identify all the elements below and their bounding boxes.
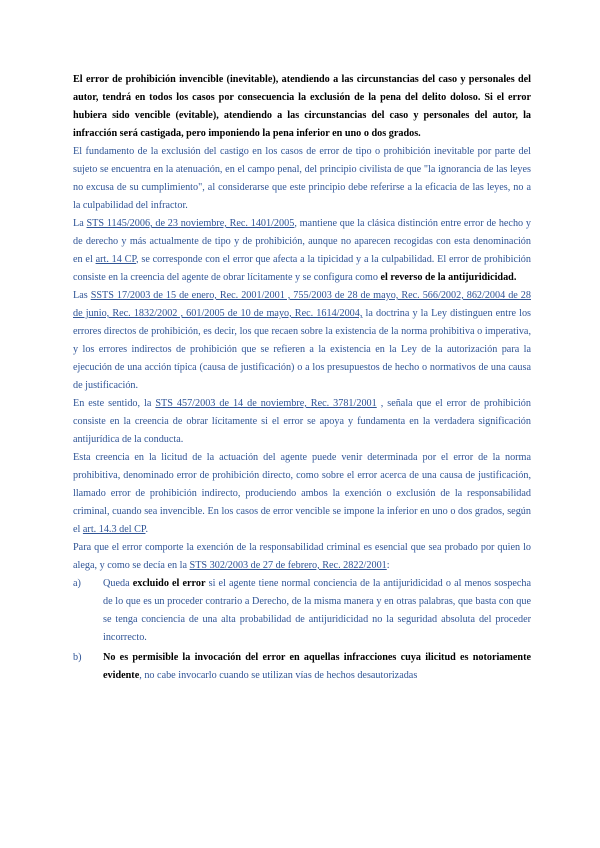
citation-link-sts-302[interactable]: STS 302/2003 de 27 de febrero, Rec. 2822/2001 [189,560,387,571]
text-run: la doctrina y la Ley distinguen entre los errores directos de prohibición, es decir, los que recaen sobre la existencia de la norma prohibitiva o imperativa, y los errores indirectos de prohibición que se refieren a la existencia en la Ley de la autorización para la ejecución de una acción típica (causa de justificación) o a los presupuestos de hecho o normativos de una causa de justificación. [73,308,531,391]
paragraph-para-que [73,539,531,575]
text-run: Esta creencia en la licitud de la actuación del agente puede venir determinada por el error de la norma prohibitiva, denominado error de prohibición directo, como sobre el error acerca de una causa de justificación, llamado error de prohibición indirecto, produciendo ambos la exención o exclusión de la responsabilidad criminal, cuando sea invencible. En los casos de error vencible se impone la inferior en uno o dos grados, según el [73,452,531,535]
list-item [73,575,531,647]
list-marker: a) [73,578,81,589]
text-run: , se corresponde con el error que afecta a la tipicidad y a la culpabilidad. El error de prohibición consiste en la creencia del agente de obrar lícitamente y se configura como [73,254,531,283]
text-run: Para que el error comporte la exención de la responsabilidad criminal es esencial que sea probado por quien lo alega, y como se decía en la [73,542,531,571]
text-run: , no cabe invocarlo cuando se utilizan vías de hechos desautorizadas [139,670,418,681]
paragraph-sts-457 [73,395,531,449]
paragraph-ssts [73,287,531,395]
text-run: , mantiene que la clásica distinción entre error de hecho y de derecho y más actualmente de tipo y de prohibición, aunque no aparecen recogidas con esta denominación en el [73,218,532,265]
heading-paragraph: El error de prohibición invencible (inevitable), atendiendo a las circunstancias del caso y personales del autor, tendrá en todos los casos por consecuencia la exclusión de la pena del delito doloso. Si el error hubiera sido vencible (evitable), atendiendo a las circunstancias del caso y personales del autor, la infracción será castigada, pero imponiendo la pena inferior en uno o dos grados. [73,74,531,139]
text-run: si el agente tiene normal conciencia de la antijuridicidad o al menos sospecha de lo que es un proceder contrario a Derecho, de la misma manera y en otras palabras, que basta con que se tenga conciencia de una alta probabilidad de antijuridicidad no la seguridad absoluta del proceder incorrecto. [103,578,532,643]
citation-link-ssts[interactable]: SSTS 17/2003 de 15 de enero, Rec. 2001/2001 , 755/2003 de 28 de mayo, Rec. 566/2002, 862/2004 de 28 de junio, Rec. 1832/2002 , 601/2005 de 10 de mayo, Rec. 1614/2004, [73,290,531,319]
paragraph-sts-1145 [73,215,531,287]
list-item-lead: No es permisible la invocación del error en aquellas infracciones cuya ilicitud es notoriamente evidente [103,652,531,681]
citation-link-art-14-3[interactable]: art. 14.3 del CP [82,524,146,535]
text-run: , señala que el error de prohibición consiste en la creencia de obrar lícitamente si el error se apoya y fundamenta en la verdadera significación antijurídica de la conducta. [73,398,531,445]
citation-link-sts-1145[interactable]: STS 1145/2006, de 23 noviembre, Rec. 1401/2005 [86,218,295,229]
text-run: La [73,218,87,229]
paragraph-fundamento: El fundamento de la exclusión del castigo en los casos de error de tipo o prohibición inevitable por parte del sujeto se encuentra en la atenuación, en el campo penal, del principio civilista de que "la ignorancia de las leyes no excusa de su cumplimiento", al considerarse que este principio debe referirse a la eficacia de las leyes, no a la culpabilidad del infractor. [73,146,531,211]
text-run: En este sentido, la [73,398,156,409]
document-page [73,71,531,687]
paragraph-creencia [73,449,531,539]
text-run: Queda [103,578,133,589]
text-run: . [145,524,148,535]
bold-phrase: el reverso de la antijuridicidad. [380,272,517,283]
list-marker: b) [73,652,82,663]
list-item [73,649,531,685]
text-run: : [386,560,390,571]
requirements-list [73,575,531,685]
text-run: Las [73,290,91,301]
citation-link-sts-457[interactable]: STS 457/2003 de 14 de noviembre, Rec. 3781/2001 [155,398,377,409]
list-item-lead: excluido el error [132,578,206,589]
citation-link-art-14[interactable]: art. 14 CP [95,254,136,265]
